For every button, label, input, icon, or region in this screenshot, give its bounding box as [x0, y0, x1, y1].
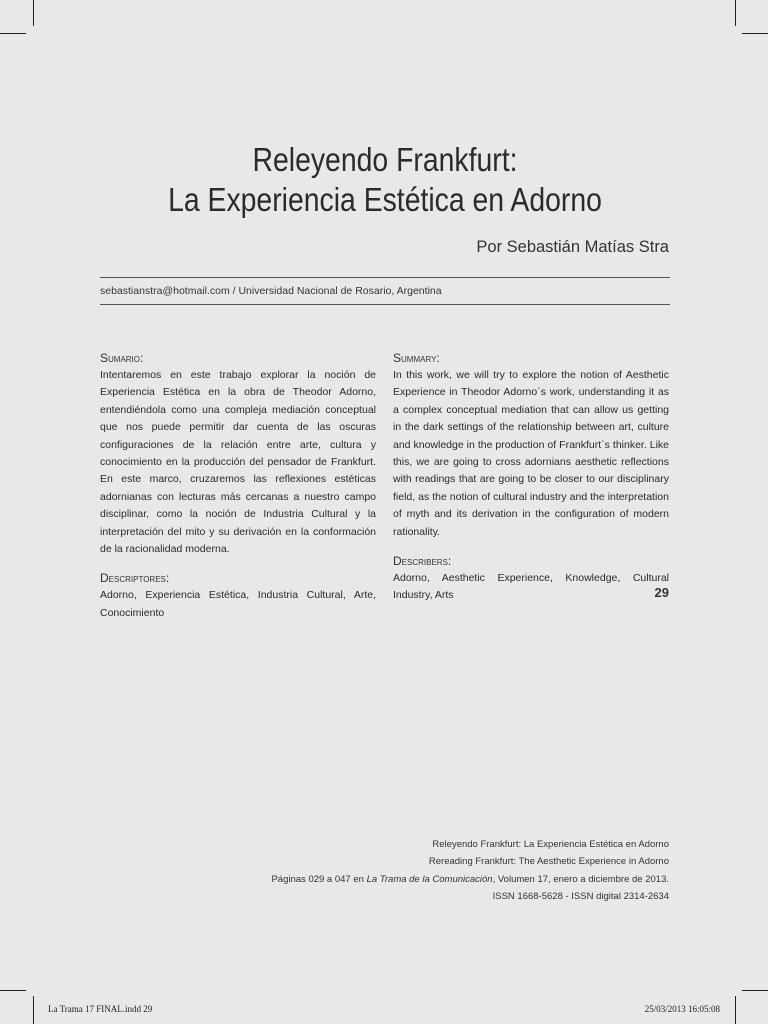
- page-number: 29: [654, 585, 669, 600]
- summary-text: In this work, we will try to explore the notion of Aesthetic Experience in Theodor Adorno`s work, understanding it as a complex conceptual mediation that can allow us getting in the dark settings of the relationship between art, culture and knowledge in the production of Frankfurt`s thinker. Like this, we are going to cross adornians aesthetic reflections with readings that are going to be closer to our disciplinary field, as the notion of cultural industry and the interpretation of myth and its derivation in the configuration of modern rationality.: [393, 369, 669, 538]
- summary-heading: Summary:: [393, 351, 440, 365]
- citation-title-en: Rereading Frankfurt: The Aesthetic Experience in Adorno: [428, 856, 669, 868]
- crop-mark: [735, 0, 736, 26]
- crop-mark: [742, 990, 768, 991]
- crop-mark: [735, 996, 736, 1024]
- crop-mark: [33, 0, 34, 26]
- descriptores-heading: Descriptores:: [100, 571, 170, 586]
- crop-mark: [0, 990, 26, 991]
- describers-text: Adorno, Aesthetic Experience, Knowledge, Cultural Industry, Arts: [393, 572, 669, 602]
- english-abstract-column: [393, 350, 669, 605]
- crop-mark: [0, 33, 26, 34]
- divider-top: [100, 277, 670, 278]
- author-affiliation: sebastianstra@hotmail.com / Universidad Nacional de Rosario, Argentina: [100, 285, 442, 297]
- citation-block: [271, 836, 669, 906]
- title-line-2: La Experiencia Estética en Adorno: [168, 181, 602, 218]
- journal-name: La Trama de la Comunicación: [366, 873, 493, 885]
- descriptores-text: Adorno, Experiencia Estética, Industria Cultural, Arte, Conocimiento: [100, 589, 376, 619]
- divider-bottom: [100, 304, 670, 305]
- title-line-1: Releyendo Frankfurt:: [252, 141, 518, 178]
- sumario-text: Intentaremos en este trabajo explorar la noción de Experiencia Estética en la obra de Theodor Adorno, entendiéndola como una compleja mediación conceptual que nos puede permitir dar cuenta de las oscuras configuraciones de la relación entre arte, cultura y conocimiento en la producción del pensador de Frankfurt. En este marco, cruzaremos las reflexiones estéticas adornianas con lecturas más cercanas a nuestro campo disciplinar, como la noción de Industria Cultural y la interpretación del mito y su derivación en la conformación de la racionalidad moderna.: [100, 369, 376, 556]
- author-byline: Por Sebastián Matías Stra: [476, 238, 669, 256]
- crop-mark: [33, 996, 34, 1024]
- article-title: [140, 140, 630, 220]
- slug-timestamp: 25/03/2013 16:05:08: [644, 1004, 720, 1014]
- describers-heading: Describers:: [393, 554, 452, 569]
- citation-title-es: Releyendo Frankfurt: La Experiencia Estética en Adorno: [432, 839, 669, 850]
- citation-pages: Páginas 029 a 047 en La Trama de la Comunicación, Volumen 17, enero a diciembre de 2013.: [271, 873, 669, 885]
- crop-mark: [742, 33, 768, 34]
- citation-issn: ISSN 1668-5628 - ISSN digital 2314-2634: [492, 891, 669, 903]
- slug-file: La Trama 17 FINAL.indd 29: [48, 1004, 153, 1014]
- spanish-abstract-column: [100, 350, 376, 622]
- sumario-heading: Sumario:: [100, 351, 144, 365]
